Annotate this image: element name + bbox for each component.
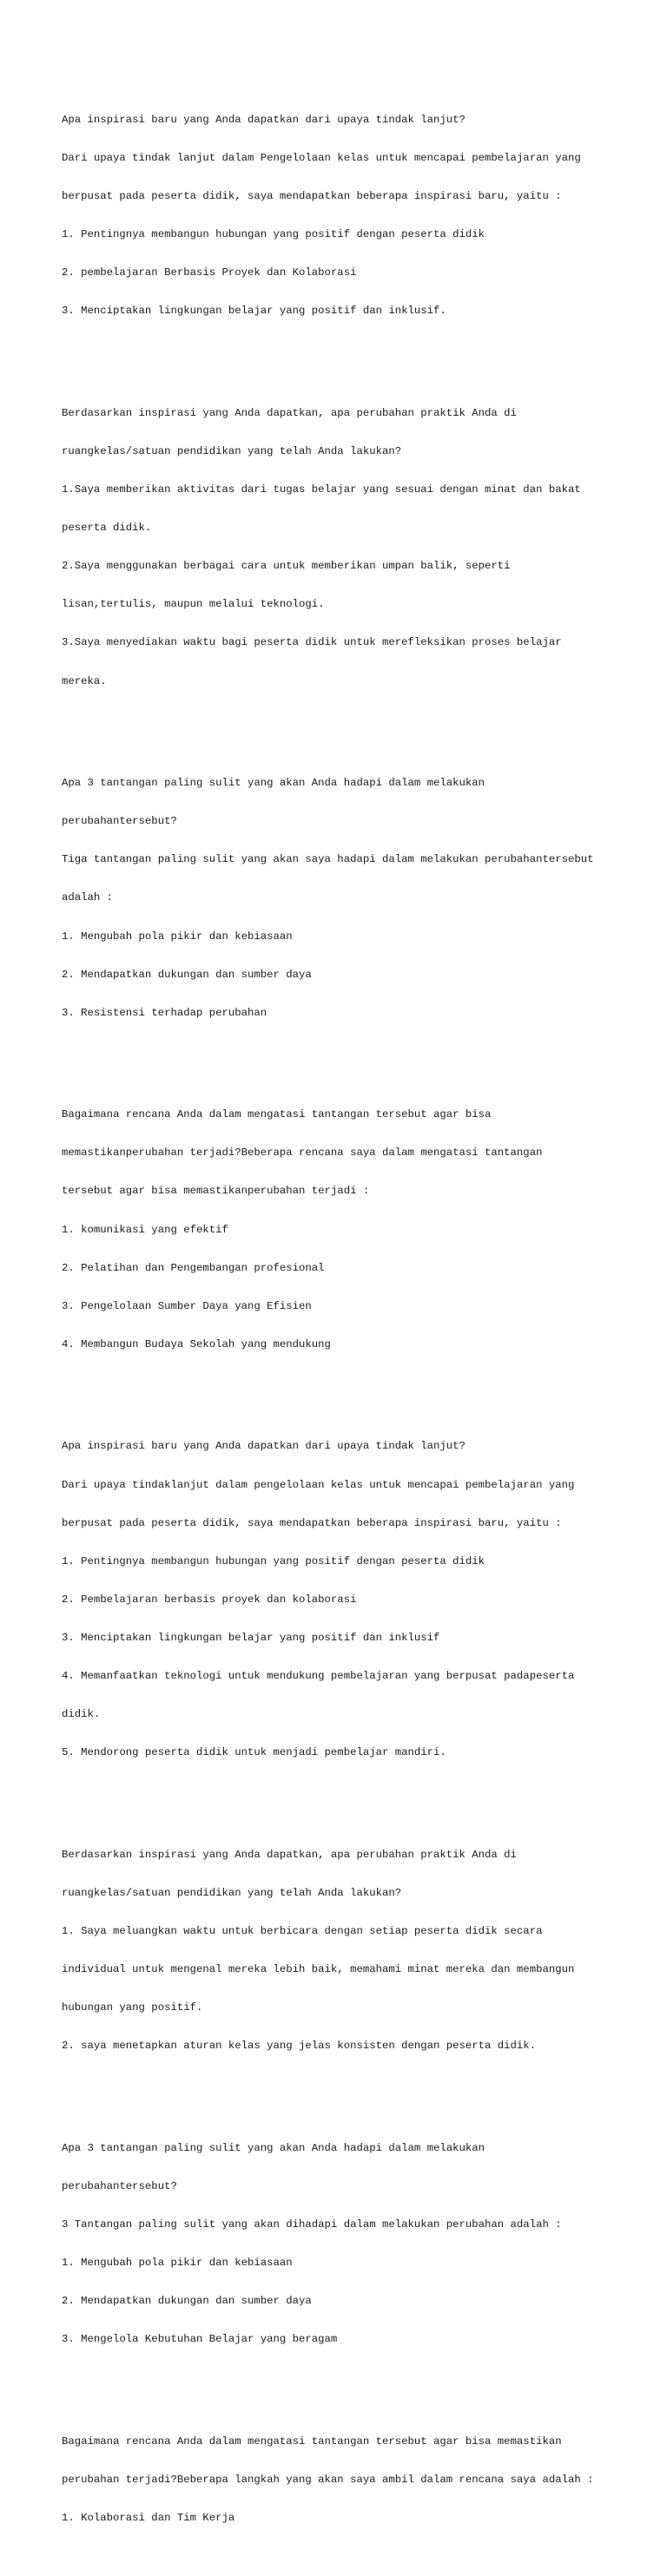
text-line: 1. Mengubah pola pikir dan kebiasaan: [62, 930, 293, 943]
text-line: perubahan terjadi?Beberapa langkah yang akan saya ambil dalam rencana saya adalah :: [62, 2474, 594, 2486]
text-line: individual untuk mengenal mereka lebih baik, memahami minat mereka dan membangun: [62, 1963, 575, 1976]
text-line: 4. Membangun Budaya Sekolah yang mendukung: [62, 1337, 331, 1350]
text-line: tersebut agar bisa memastikanperubahan terjadi :: [62, 1185, 370, 1198]
text-line: Berdasarkan inspirasi yang Anda dapatkan, apa perubahan praktik Anda di: [62, 406, 517, 419]
text-line: 2. saya menetapkan aturan kelas yang jelas konsisten dengan peserta didik.: [62, 2040, 537, 2053]
text-line: perubahantersebut?: [62, 2179, 177, 2192]
text-line: ruangkelas/satuan pendidikan yang telah Anda lakukan?: [62, 1886, 402, 1899]
text-line: 1. Saya meluangkan waktu untuk berbicara dengan setiap peserta didik secara: [62, 1924, 543, 1937]
text-line: Apa 3 tantangan paling sulit yang akan Anda hadapi dalam melakukan: [62, 2141, 485, 2154]
paragraph-2: [62, 381, 652, 713]
text-line: adalah :: [62, 891, 114, 904]
text-line: Apa inspirasi baru yang Anda dapatkan dari upaya tindak lanjut?: [62, 1440, 466, 1453]
text-line: 2. Pelatihan dan Pengembangan profesional: [62, 1261, 325, 1274]
text-line: berpusat pada peserta didik, saya mendapatkan beberapa inspirasi baru, yaitu :: [62, 1516, 562, 1529]
text-line: Dari upaya tindaklanjut dalam pengelolaan kelas untuk mencapai pembelajaran yang: [62, 1478, 575, 1491]
text-line: 3. Resistensi terhadap perubahan: [62, 1006, 267, 1019]
text-line: 3. Pengelolaan Sumber Daya yang Efisien: [62, 1299, 312, 1312]
text-line: 2. Pembelajaran berbasis proyek dan kolaborasi: [62, 1593, 357, 1606]
text-line: 5. Mendorong peserta didik untuk menjadi pembelajar mandiri.: [62, 1746, 446, 1759]
paragraph-3: [62, 752, 652, 1045]
text-line: Bagaimana rencana Anda dalam mengatasi tantangan tersebut agar bisa: [62, 1108, 492, 1121]
text-line: 2.Saya menggunakan berbagai cara untuk memberikan umpan balik, seperti: [62, 560, 511, 573]
text-line: Tiga tantangan paling sulit yang akan saya hadapi dalam melakukan perubahantersebut: [62, 853, 594, 866]
text-line: 2. Mendapatkan dukungan dan sumber daya: [62, 2295, 312, 2308]
text-line: 1. Pentingnya membangun hubungan yang positif dengan peserta didik: [62, 228, 485, 241]
text-line: 3. Menciptakan lingkungan belajar yang positif dan inklusif.: [62, 305, 446, 318]
text-line: lisan,tertulis, maupun melalui teknologi.: [62, 598, 325, 611]
text-line: 1. Pentingnya membangun hubungan yang positif dengan peserta didik: [62, 1554, 485, 1567]
text-line: ruangkelas/satuan pendidikan yang telah Anda lakukan?: [62, 444, 402, 457]
text-line: 2. pembelajaran Berbasis Proyek dan Kolaborasi: [62, 266, 357, 279]
text-line: peserta didik.: [62, 522, 152, 535]
paragraph-1: [62, 88, 652, 343]
text-line: hubungan yang positif.: [62, 2001, 203, 2014]
text-line: 3. Menciptakan lingkungan belajar yang positif dan inklusif: [62, 1631, 440, 1644]
text-line: Bagaimana rencana Anda dalam mengatasi tantangan tersebut agar bisa memastikan: [62, 2435, 562, 2448]
text-line: 3.Saya menyediakan waktu bagi peserta didik untuk merefleksikan proses belajar: [62, 636, 562, 649]
text-line: 4. Memanfaatkan teknologi untuk mendukung pembelajaran yang berpusat padapeserta: [62, 1670, 575, 1682]
text-line: 1.Saya memberikan aktivitas dari tugas belajar yang sesuai dengan minat dan bakat: [62, 483, 581, 496]
text-line: 1. Kolaborasi dan Tim Kerja: [62, 2512, 235, 2525]
text-line: 3. Mengelola Kebutuhan Belajar yang beragam: [62, 2333, 338, 2346]
text-line: 1. Mengubah pola pikir dan kebiasaan: [62, 2257, 293, 2270]
paragraph-8: [62, 2410, 652, 2551]
text-line: 3 Tantangan paling sulit yang akan dihadapi dalam melakukan perubahan adalah :: [62, 2218, 562, 2231]
text-line: Dari upaya tindak lanjut dalam Pengelolaan kelas untuk mencapai pembelajaran yang: [62, 151, 581, 164]
text-line: mereka.: [62, 674, 107, 687]
text-line: memastikanperubahan terjadi?Beberapa rencana saya dalam mengatasi tantangan: [62, 1147, 543, 1160]
paragraph-4: [62, 1083, 652, 1377]
text-line: Berdasarkan inspirasi yang Anda dapatkan, apa perubahan praktik Anda di: [62, 1848, 517, 1861]
text-line: 1. komunikasi yang efektif: [62, 1223, 228, 1236]
paragraph-5: [62, 1415, 652, 1784]
paragraph-6: [62, 1823, 652, 2078]
text-line: Apa 3 tantangan paling sulit yang akan Anda hadapi dalam melakukan: [62, 777, 485, 790]
text-line: berpusat pada peserta didik, saya mendapatkan beberapa inspirasi baru, yaitu :: [62, 190, 562, 202]
text-line: 2. Mendapatkan dukungan dan sumber daya: [62, 968, 312, 981]
text-line: didik.: [62, 1708, 101, 1721]
text-line: Apa inspirasi baru yang Anda dapatkan dari upaya tindak lanjut?: [62, 113, 466, 126]
document-page: [62, 62, 652, 2576]
paragraph-7: [62, 2116, 652, 2371]
text-line: perubahantersebut?: [62, 815, 177, 828]
